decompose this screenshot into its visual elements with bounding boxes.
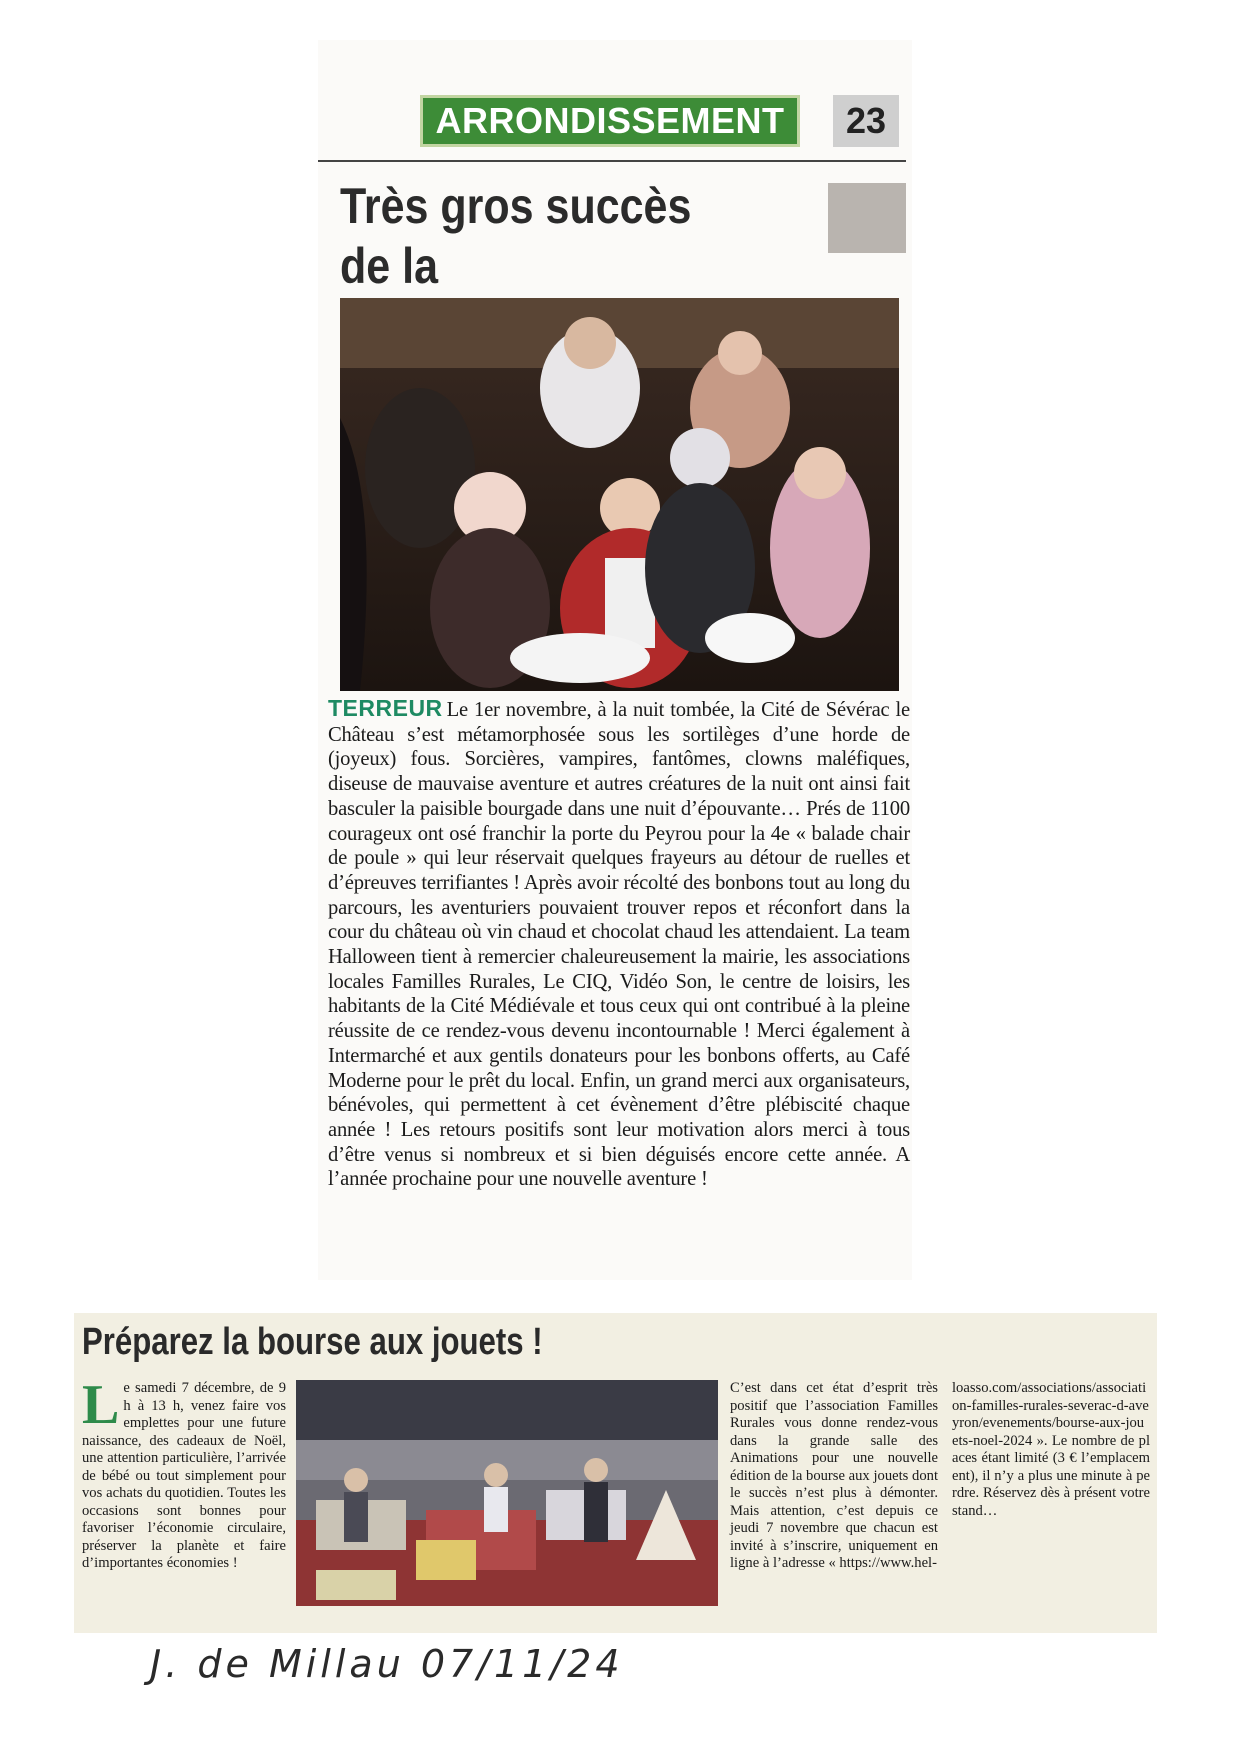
section-title: ARRONDISSEMENT [420,95,800,147]
article1-text: Le 1er novembre, à la nuit tombée, la Cité de Sévérac le Château s’est métamorphosée sous les sortilèges d’une horde de (joyeux) fous. Sorcières, vampires, fantômes, clowns maléfiques, diseuse de mauvaise aventure et autres créatures de la nuit ont ainsi fait basculer la paisible bourgade dans une nuit d’épouvante… Prés de 1100 courageux ont osé franchir la porte du Peyrou pour la 4e « balade chair de poule » qui leur réservait quelques frayeurs au détour de ruelles et d’épreuves terrifiantes ! Après avoir récolté des bonbons tout au long du parcours, les aventuriers pouvaient trouver repos et réconfort dans la cour du château où vin chaud et chocolat chaud les attendaient. La team Halloween tient à remercier chaleureusement la mairie, les associations locales Familles Rurales, Le CIQ, Vidéo Son, le centre de loisirs, les habitants de la Cité Médiévale et tous ceux qui ont contribué à la pleine réussite de ce rendez-vous devenu incontournable ! Merci également à Intermarché et aux gentils donateurs pour les bonbons offerts, au Café Moderne pour le prêt du local. Enfin, un grand merci aux organisateurs, bénévoles, qui permettent à cet évènement d’être plébiscité chaque année ! Les retours positifs sont leur motivation alors merci à tous d’être venus si nombreux et si bien déguisés encore cette année. A l’année prochaine pour une nouvelle aventure ! [328,699,910,1191]
halloween-photo [340,298,899,691]
handwritten-date-bottom: J. de Millau 07/11/24 [150,1642,624,1686]
article2-headline: Préparez la bourse aux jouets ! [82,1321,543,1363]
headline-line-1: Très gros succès de la [340,178,692,294]
article1-body [328,696,910,1192]
article2-col1-text: e samedi 7 décembre, de 9 h à 13 h, venez faire vos emplettes pour une future naissance, des cadeaux de Noël, une attention particulière, l’arrivée de bébé ou tout simplement pour vos achats du quotidien. Toutes les occasions sont bonnes pour favoriser l’économie circulaire, préserver la planète et faire d’importantes économies ! [82,1380,286,1571]
page-number: 23 [833,95,899,147]
article1-kicker: TERREUR [328,695,443,721]
article2-dropcap: L [82,1374,120,1436]
article2-column-1 [82,1374,286,1573]
toy-fair-photo [296,1380,718,1606]
article2-column-3: C’est dans cet état d’esprit très positif que l’association Familles Rurales vous donne rendez-vous dans la grande salle des Animations pour une nouvelle édition de la bourse aux jouets dont le succès n’est plus à démonter. Mais attention, c’est depuis ce jeudi 7 novembre que chacun est invité à s’inscrire, uniquement en ligne à l’adresse « https://www.hel- [730,1380,938,1571]
article2-column-4: loasso.com/associations/association-familles-rurales-severac-d-aveyron/evenements/bourse-aux-jouets-noel-2024 ». Le nombre de places étant limité (3 € l’emplacement), il n’y a plus une minute à perdre. Réservez dès à présent votre stand… [952,1380,1150,1519]
adjacent-article-fragment [828,183,906,253]
header-rule [318,160,906,162]
